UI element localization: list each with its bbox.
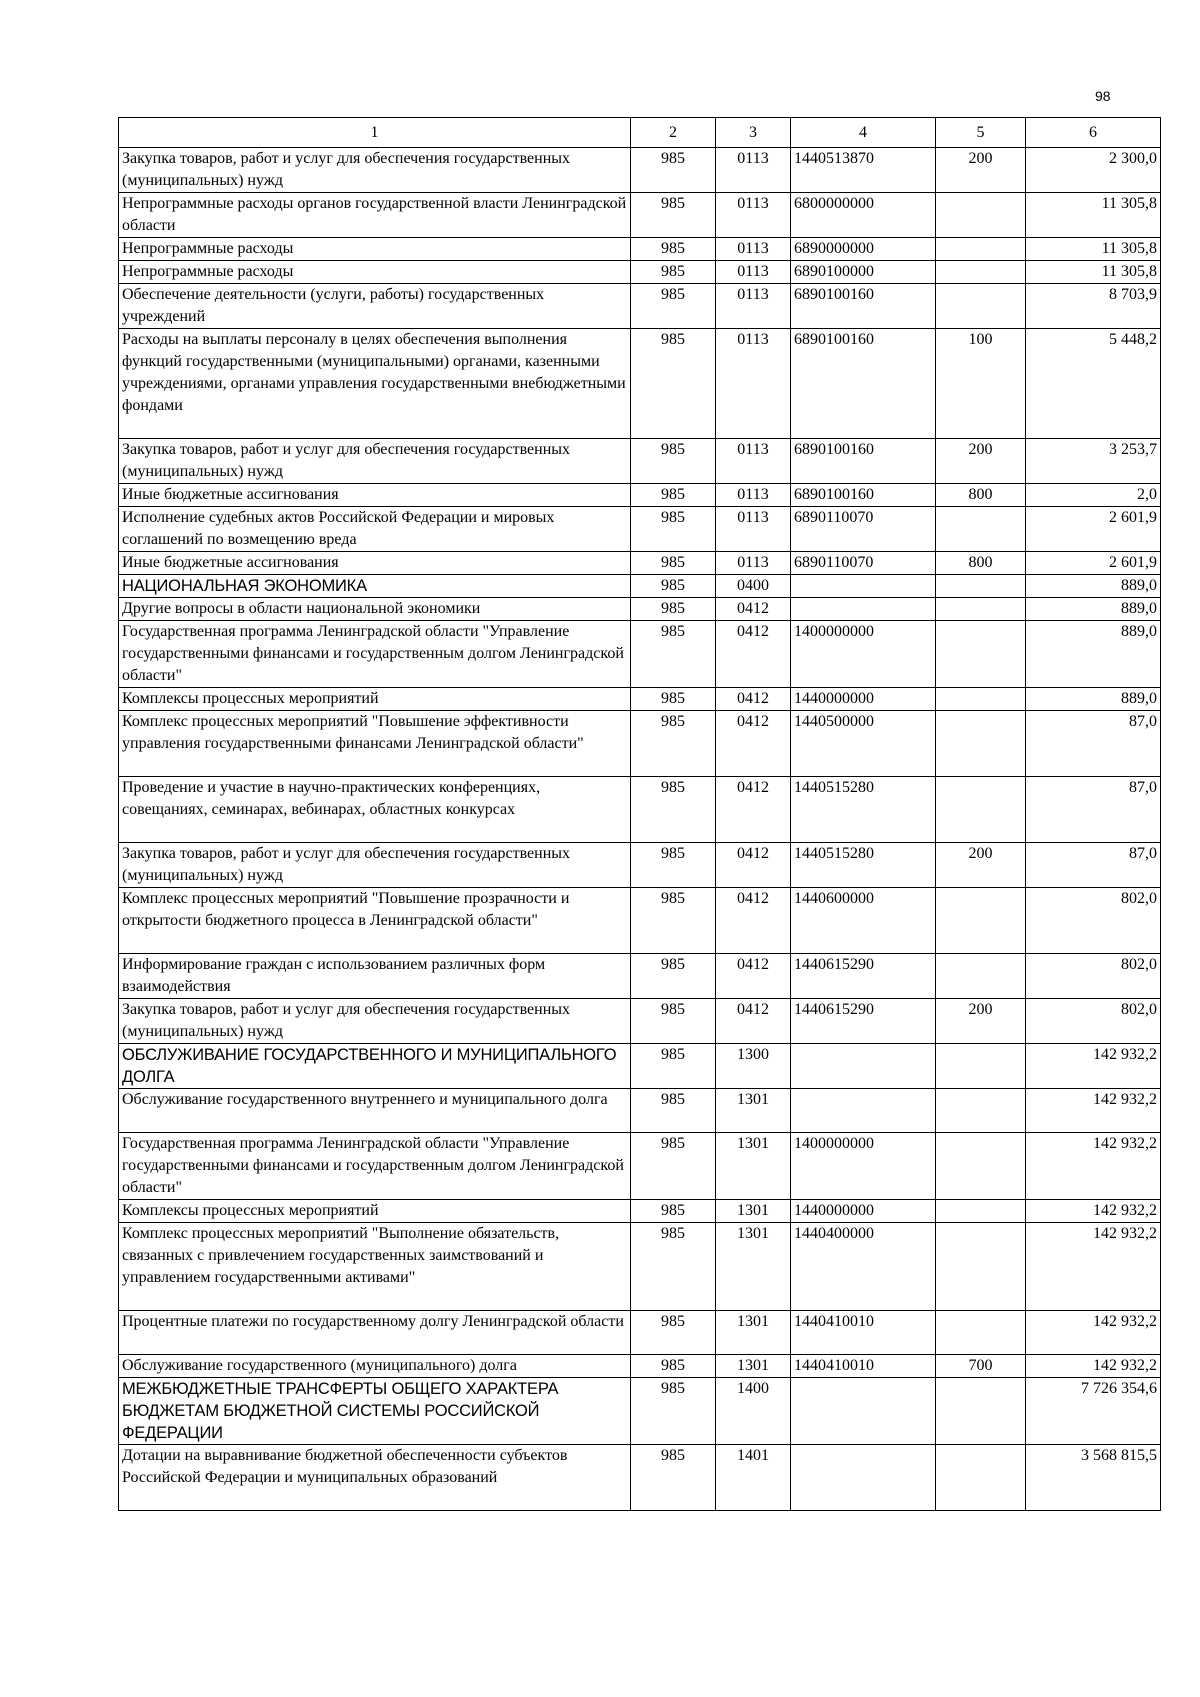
cell-section-code: 0113 (716, 193, 791, 238)
cell-section-code: 0412 (716, 598, 791, 621)
cell-ved: 985 (631, 1089, 716, 1133)
cell-ved: 985 (631, 688, 716, 711)
table-row (119, 1223, 1161, 1311)
cell-amount: 142 932,2 (1026, 1089, 1161, 1133)
cell-expense-type (936, 688, 1026, 711)
cell-section-code: 0400 (716, 575, 791, 598)
cell-section-code: 1301 (716, 1223, 791, 1311)
table-row (119, 439, 1161, 484)
cell-section-code: 1400 (716, 1378, 791, 1445)
cell-section-code: 0412 (716, 688, 791, 711)
cell-ved: 985 (631, 552, 716, 575)
table-row (119, 777, 1161, 843)
cell-name: Государственная программа Ленинградской области "Управление государственными финансами и государственным долгом Ленинградской области" (119, 621, 631, 688)
cell-section-code: 1301 (716, 1133, 791, 1200)
cell-amount: 802,0 (1026, 888, 1161, 954)
cell-target-article: 6890100160 (791, 284, 936, 329)
cell-ved: 985 (631, 888, 716, 954)
cell-name: Проведение и участие в научно-практических конференциях, совещаниях, семинарах, вебинарах, областных конкурсах (119, 777, 631, 843)
cell-ved: 985 (631, 598, 716, 621)
cell-expense-type: 200 (936, 843, 1026, 888)
cell-ved: 985 (631, 954, 716, 999)
cell-name: Государственная программа Ленинградской области "Управление государственными финансами и государственным долгом Ленинградской области" (119, 1133, 631, 1200)
cell-amount: 142 932,2 (1026, 1311, 1161, 1355)
cell-section-code: 1301 (716, 1089, 791, 1133)
table-row (119, 688, 1161, 711)
cell-amount: 802,0 (1026, 954, 1161, 999)
cell-expense-type: 100 (936, 329, 1026, 439)
cell-expense-type (936, 1311, 1026, 1355)
cell-target-article: 6890100160 (791, 439, 936, 484)
cell-section-code: 0113 (716, 329, 791, 439)
cell-amount: 3 253,7 (1026, 439, 1161, 484)
cell-amount: 2 601,9 (1026, 552, 1161, 575)
cell-target-article (791, 1089, 936, 1133)
cell-amount: 142 932,2 (1026, 1133, 1161, 1200)
cell-amount: 889,0 (1026, 621, 1161, 688)
header-col-2: 2 (631, 118, 716, 148)
cell-name: Закупка товаров, работ и услуг для обеспечения государственных (муниципальных) нужд (119, 439, 631, 484)
cell-amount: 3 568 815,5 (1026, 1445, 1161, 1511)
cell-target-article (791, 1378, 936, 1445)
cell-amount: 11 305,8 (1026, 261, 1161, 284)
cell-amount: 142 932,2 (1026, 1200, 1161, 1223)
cell-target-article: 1440410010 (791, 1311, 936, 1355)
cell-target-article: 1440615290 (791, 954, 936, 999)
cell-name: Комплекс процессных мероприятий "Выполнение обязательств, связанных с привлечением государственных заимствований и управлением государственными активами" (119, 1223, 631, 1311)
cell-ved: 985 (631, 1378, 716, 1445)
cell-ved: 985 (631, 148, 716, 193)
cell-name: Расходы на выплаты персоналу в целях обеспечения выполнения функций государственными (муниципальными) органами, казенными учреждениями, органами управления государственными внебюджетными фондами (119, 329, 631, 439)
cell-expense-type (936, 261, 1026, 284)
table-row (119, 1311, 1161, 1355)
cell-name: Иные бюджетные ассигнования (119, 484, 631, 507)
table-row (119, 1089, 1161, 1133)
cell-section-code: 0412 (716, 999, 791, 1044)
cell-expense-type (936, 1200, 1026, 1223)
cell-ved: 985 (631, 1355, 716, 1378)
cell-target-article: 1440515280 (791, 777, 936, 843)
cell-expense-type (936, 575, 1026, 598)
cell-amount: 87,0 (1026, 777, 1161, 843)
table-row (119, 621, 1161, 688)
table-row (119, 1044, 1161, 1089)
table-body (119, 148, 1161, 1511)
cell-section-code: 0412 (716, 888, 791, 954)
cell-name: Закупка товаров, работ и услуг для обеспечения государственных (муниципальных) нужд (119, 148, 631, 193)
cell-name: Закупка товаров, работ и услуг для обеспечения государственных (муниципальных) нужд (119, 843, 631, 888)
cell-expense-type (936, 888, 1026, 954)
cell-section-code: 0412 (716, 954, 791, 999)
cell-expense-type (936, 1044, 1026, 1089)
cell-name: Дотации на выравнивание бюджетной обеспеченности субъектов Российской Федерации и муниципальных образований (119, 1445, 631, 1511)
table-header (119, 118, 1161, 148)
cell-ved: 985 (631, 484, 716, 507)
cell-name: Информирование граждан с использованием различных форм взаимодействия (119, 954, 631, 999)
cell-amount: 5 448,2 (1026, 329, 1161, 439)
cell-name: ОБСЛУЖИВАНИЕ ГОСУДАРСТВЕННОГО И МУНИЦИПАЛЬНОГО ДОЛГА (119, 1044, 631, 1089)
cell-amount: 889,0 (1026, 598, 1161, 621)
cell-name: Иные бюджетные ассигнования (119, 552, 631, 575)
cell-target-article: 6890100160 (791, 329, 936, 439)
cell-expense-type (936, 711, 1026, 777)
cell-ved: 985 (631, 439, 716, 484)
cell-target-article (791, 1044, 936, 1089)
table-row (119, 507, 1161, 552)
cell-ved: 985 (631, 1311, 716, 1355)
cell-ved: 985 (631, 1445, 716, 1511)
cell-expense-type (936, 284, 1026, 329)
cell-ved: 985 (631, 777, 716, 843)
cell-ved: 985 (631, 261, 716, 284)
cell-name: Непрограммные расходы органов государственной власти Ленинградской области (119, 193, 631, 238)
cell-section-code: 0113 (716, 238, 791, 261)
cell-amount: 142 932,2 (1026, 1044, 1161, 1089)
table-row (119, 1200, 1161, 1223)
table-row (119, 999, 1161, 1044)
cell-name: Комплексы процессных мероприятий (119, 688, 631, 711)
cell-expense-type: 200 (936, 148, 1026, 193)
header-col-3: 3 (716, 118, 791, 148)
header-col-4: 4 (791, 118, 936, 148)
cell-section-code: 1301 (716, 1355, 791, 1378)
cell-ved: 985 (631, 507, 716, 552)
cell-section-code: 0113 (716, 484, 791, 507)
cell-target-article: 1440600000 (791, 888, 936, 954)
cell-section-code: 0113 (716, 507, 791, 552)
cell-target-article: 1440513870 (791, 148, 936, 193)
cell-section-code: 0412 (716, 711, 791, 777)
cell-expense-type (936, 621, 1026, 688)
cell-target-article: 1440410010 (791, 1355, 936, 1378)
cell-section-code: 0412 (716, 843, 791, 888)
cell-amount: 889,0 (1026, 575, 1161, 598)
header-row (119, 118, 1161, 148)
cell-expense-type (936, 507, 1026, 552)
cell-name: Комплексы процессных мероприятий (119, 1200, 631, 1223)
budget-table (118, 117, 1161, 1511)
cell-ved: 985 (631, 711, 716, 777)
cell-expense-type (936, 238, 1026, 261)
cell-ved: 985 (631, 1200, 716, 1223)
cell-target-article: 1440615290 (791, 999, 936, 1044)
header-col-5: 5 (936, 118, 1026, 148)
cell-expense-type (936, 1445, 1026, 1511)
cell-ved: 985 (631, 193, 716, 238)
cell-ved: 985 (631, 999, 716, 1044)
cell-ved: 985 (631, 238, 716, 261)
cell-section-code: 0412 (716, 621, 791, 688)
cell-section-code: 1301 (716, 1200, 791, 1223)
cell-name: Обеспечение деятельности (услуги, работы) государственных учреждений (119, 284, 631, 329)
cell-target-article: 6890000000 (791, 238, 936, 261)
cell-target-article (791, 575, 936, 598)
header-col-1: 1 (119, 118, 631, 148)
cell-amount: 87,0 (1026, 711, 1161, 777)
table-row (119, 843, 1161, 888)
cell-name: Закупка товаров, работ и услуг для обеспечения государственных (муниципальных) нужд (119, 999, 631, 1044)
table-row (119, 888, 1161, 954)
cell-target-article: 6890110070 (791, 552, 936, 575)
cell-expense-type (936, 598, 1026, 621)
cell-target-article: 6890100160 (791, 484, 936, 507)
cell-expense-type (936, 954, 1026, 999)
cell-target-article: 6800000000 (791, 193, 936, 238)
cell-amount: 802,0 (1026, 999, 1161, 1044)
cell-section-code: 0113 (716, 439, 791, 484)
cell-ved: 985 (631, 575, 716, 598)
table-row (119, 261, 1161, 284)
table-row (119, 1133, 1161, 1200)
table-row (119, 193, 1161, 238)
cell-amount: 2 300,0 (1026, 148, 1161, 193)
table-row (119, 552, 1161, 575)
cell-amount: 2 601,9 (1026, 507, 1161, 552)
table-row (119, 598, 1161, 621)
cell-target-article: 1400000000 (791, 621, 936, 688)
cell-target-article (791, 598, 936, 621)
cell-target-article: 1400000000 (791, 1133, 936, 1200)
cell-section-code: 0113 (716, 284, 791, 329)
cell-ved: 985 (631, 621, 716, 688)
cell-section-code: 0113 (716, 261, 791, 284)
table-row (119, 1378, 1161, 1445)
cell-expense-type (936, 1133, 1026, 1200)
table-row (119, 284, 1161, 329)
cell-ved: 985 (631, 329, 716, 439)
table-row (119, 238, 1161, 261)
cell-name: МЕЖБЮДЖЕТНЫЕ ТРАНСФЕРТЫ ОБЩЕГО ХАРАКТЕРА БЮДЖЕТАМ БЮДЖЕТНОЙ СИСТЕМЫ РОССИЙСКОЙ ФЕДЕРАЦИИ (119, 1378, 631, 1445)
cell-amount: 87,0 (1026, 843, 1161, 888)
cell-amount: 889,0 (1026, 688, 1161, 711)
cell-name: Обслуживание государственного (муниципального) долга (119, 1355, 631, 1378)
table-row (119, 1445, 1161, 1511)
cell-target-article: 6890100000 (791, 261, 936, 284)
cell-section-code: 1301 (716, 1311, 791, 1355)
table-row (119, 329, 1161, 439)
cell-expense-type: 700 (936, 1355, 1026, 1378)
table-row (119, 1355, 1161, 1378)
cell-section-code: 1300 (716, 1044, 791, 1089)
cell-ved: 985 (631, 1223, 716, 1311)
cell-name: Другие вопросы в области национальной экономики (119, 598, 631, 621)
cell-name: Непрограммные расходы (119, 261, 631, 284)
table-row (119, 484, 1161, 507)
cell-amount: 8 703,9 (1026, 284, 1161, 329)
table-row (119, 711, 1161, 777)
cell-target-article (791, 1445, 936, 1511)
cell-section-code: 0412 (716, 777, 791, 843)
cell-name: Непрограммные расходы (119, 238, 631, 261)
cell-ved: 985 (631, 1044, 716, 1089)
cell-name: Исполнение судебных актов Российской Федерации и мировых соглашений по возмещению вреда (119, 507, 631, 552)
cell-target-article: 1440500000 (791, 711, 936, 777)
cell-expense-type: 200 (936, 999, 1026, 1044)
cell-amount: 142 932,2 (1026, 1223, 1161, 1311)
table-row (119, 148, 1161, 193)
cell-amount: 11 305,8 (1026, 193, 1161, 238)
cell-expense-type (936, 1378, 1026, 1445)
cell-amount: 11 305,8 (1026, 238, 1161, 261)
cell-section-code: 1401 (716, 1445, 791, 1511)
cell-name: НАЦИОНАЛЬНАЯ ЭКОНОМИКА (119, 575, 631, 598)
cell-ved: 985 (631, 1133, 716, 1200)
cell-amount: 7 726 354,6 (1026, 1378, 1161, 1445)
cell-target-article: 1440515280 (791, 843, 936, 888)
cell-target-article: 1440400000 (791, 1223, 936, 1311)
cell-target-article: 6890110070 (791, 507, 936, 552)
cell-ved: 985 (631, 284, 716, 329)
cell-expense-type (936, 1223, 1026, 1311)
table-row (119, 954, 1161, 999)
cell-name: Комплекс процессных мероприятий "Повышение эффективности управления государственными финансами Ленинградской области" (119, 711, 631, 777)
cell-expense-type (936, 777, 1026, 843)
table-row (119, 575, 1161, 598)
cell-expense-type (936, 193, 1026, 238)
cell-target-article: 1440000000 (791, 688, 936, 711)
page-number: 98 (1095, 88, 1111, 104)
cell-amount: 2,0 (1026, 484, 1161, 507)
cell-name: Процентные платежи по государственному долгу Ленинградской области (119, 1311, 631, 1355)
cell-expense-type: 800 (936, 484, 1026, 507)
header-col-6: 6 (1026, 118, 1161, 148)
cell-expense-type: 800 (936, 552, 1026, 575)
cell-section-code: 0113 (716, 552, 791, 575)
cell-ved: 985 (631, 843, 716, 888)
cell-name: Комплекс процессных мероприятий "Повышение прозрачности и открытости бюджетного процесса в Ленинградской области" (119, 888, 631, 954)
cell-amount: 142 932,2 (1026, 1355, 1161, 1378)
cell-section-code: 0113 (716, 148, 791, 193)
cell-expense-type (936, 1089, 1026, 1133)
cell-expense-type: 200 (936, 439, 1026, 484)
cell-name: Обслуживание государственного внутреннего и муниципального долга (119, 1089, 631, 1133)
cell-target-article: 1440000000 (791, 1200, 936, 1223)
